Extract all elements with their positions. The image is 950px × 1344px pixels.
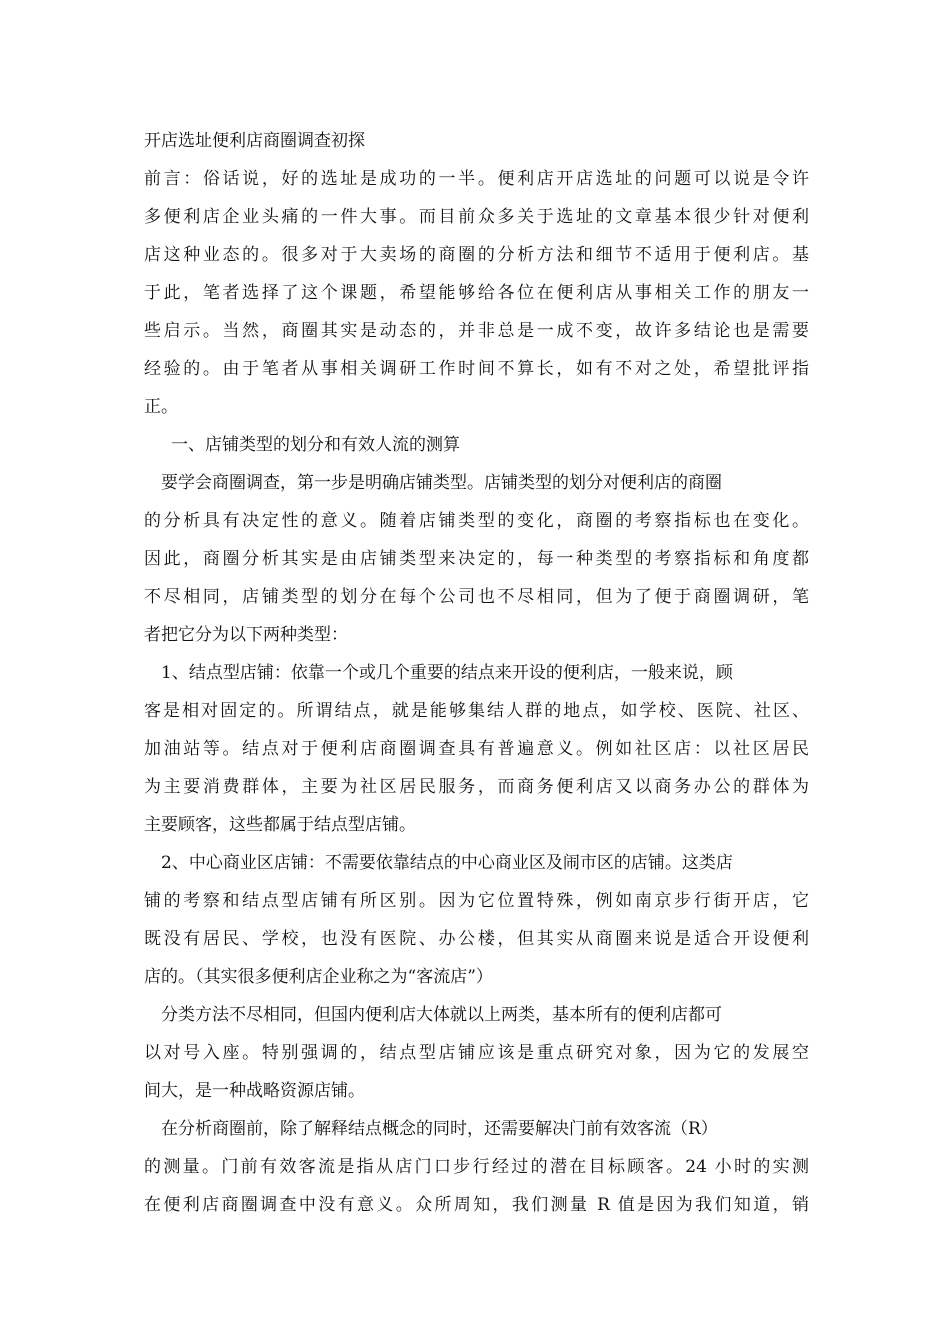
intro-line: 店这种业态的。很多对于大卖场的商圈的分析方法和细节不适用于便利店。基 — [144, 245, 809, 265]
paragraph-line: 分类方法不尽相同，但国内便利店大体就以上两类，基本所有的便利店都可 — [161, 1005, 722, 1025]
paragraph-line: 的分析具有决定性的意义。随着店铺类型的变化，商圈的考察指标也在变化。 — [144, 511, 809, 531]
paragraph-line: 店的。（其实很多便利店企业称之为“客流店”） — [144, 967, 493, 987]
paragraph-line: 加油站等。结点对于便利店商圈调查具有普遍意义。例如社区店：以社区居民 — [144, 739, 809, 759]
intro-line: 于此，笔者选择了这个课题，希望能够给各位在便利店从事相关工作的朋友一 — [144, 283, 809, 303]
paragraph-line: 要学会商圈调查，第一步是明确店铺类型。店铺类型的划分对便利店的商圈 — [161, 473, 722, 493]
intro-line: 经验的。由于笔者从事相关调研工作时间不算长，如有不对之处，希望批评指 — [144, 359, 809, 379]
document-body — [144, 122, 809, 1224]
paragraph-line: 以对号入座。特别强调的，结点型店铺应该是重点研究对象，因为它的发展空 — [144, 1043, 809, 1063]
paragraph-line: 既没有居民、学校，也没有医院、办公楼，但其实从商圈来说是适合开设便利 — [144, 929, 809, 949]
paragraph-line: 因此，商圈分析其实是由店铺类型来决定的，每一种类型的考察指标和角度都 — [144, 549, 809, 569]
paragraph-line: 主要顾客，这些都属于结点型店铺。 — [144, 815, 416, 835]
paragraph-line: 铺的考察和结点型店铺有所区别。因为它位置特殊，例如南京步行街开店，它 — [144, 891, 809, 911]
intro-line: 正。 — [144, 397, 178, 417]
paragraph-line: 2、中心商业区店铺：不需要依靠结点的中心商业区及闹市区的店铺。这类店 — [161, 853, 733, 873]
intro-line: 多便利店企业头痛的一件大事。而目前众多关于选址的文章基本很少针对便利 — [144, 207, 809, 227]
paragraph-line: 不尽相同，店铺类型的划分在每个公司也不尽相同，但为了便于商圈调研，笔 — [144, 587, 809, 607]
paragraph-line: 在便利店商圈调查中没有意义。众所周知，我们测量 R 值是因为我们知道，销 — [144, 1195, 809, 1215]
intro-line: 些启示。当然，商圈其实是动态的，并非总是一成不变，故许多结论也是需要 — [144, 321, 809, 341]
document-title: 开店选址便利店商圈调查初探 — [144, 131, 365, 151]
paragraph-line: 者把它分为以下两种类型： — [144, 625, 348, 645]
paragraph-line: 的测量。门前有效客流是指从店门口步行经过的潜在目标顾客。24 小时的实测 — [144, 1157, 809, 1177]
section-heading: 一、店铺类型的划分和有效人流的测算 — [171, 435, 460, 455]
paragraph-line: 在分析商圈前，除了解释结点概念的同时，还需要解决门前有效客流（R） — [161, 1119, 718, 1139]
paragraph-line: 客是相对固定的。所谓结点，就是能够集结人群的地点，如学校、医院、社区、 — [144, 701, 809, 721]
intro-line: 前言：俗话说，好的选址是成功的一半。便利店开店选址的问题可以说是令许 — [144, 169, 809, 189]
paragraph-line: 为主要消费群体，主要为社区居民服务，而商务便利店又以商务办公的群体为 — [144, 777, 809, 797]
paragraph-line: 间大，是一种战略资源店铺。 — [144, 1081, 365, 1101]
paragraph-line: 1、结点型店铺：依靠一个或几个重要的结点来开设的便利店，一般来说，顾 — [161, 663, 733, 683]
